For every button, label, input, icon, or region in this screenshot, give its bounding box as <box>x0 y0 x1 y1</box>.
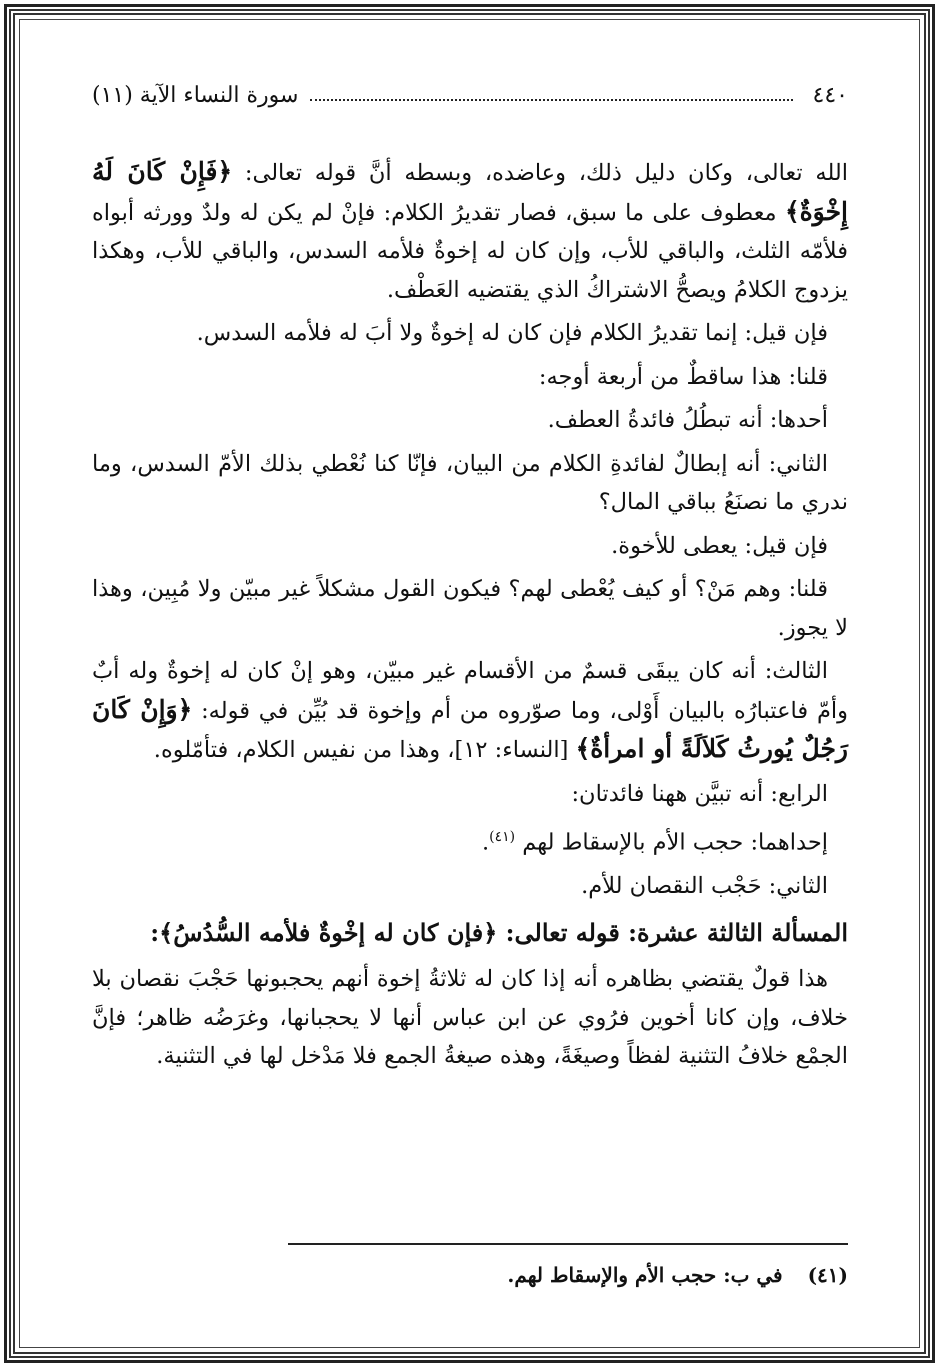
quran-quote-1: ﴿فَإِنْ كَانَ لَهُ إِخْوَةٌ﴾ <box>92 157 848 226</box>
paragraph-5: الثاني: أنه إبطالٌ لفائدةِ الكلام من البيان، فإنّا كنا نُعْطي بذلك الأمّ السدس، وما ندري ما نصنَعُ بباقي المال؟ <box>92 450 848 515</box>
footnote-reference: (٤١) <box>489 829 516 845</box>
paragraph-10 <box>92 818 848 862</box>
footnote <box>300 1263 848 1287</box>
page-content <box>92 75 848 1081</box>
paragraph-1 <box>92 153 848 309</box>
heading-suffix: : <box>150 917 160 947</box>
paragraph-4: أحدها: أنه تبطُلُ فائدةُ العطف. <box>547 407 828 433</box>
paragraph-1-text-b: معطوف على ما سبق، فصار تقديرُ الكلام: فإنْ لم يكن له ولدٌ وورثه أبواه فلأمّه الثلث، والباقي للأب، وإن كان له إخوةٌ فلأمه السدس، والباقي للأب، وهكذا يزدوج الكلامُ ويصحُّ الاشتراكُ الذي يقتضيه العَطْف. <box>92 199 848 303</box>
paragraph-10-end: . <box>481 829 490 856</box>
paragraph-8-text-b: [النساء: ١٢]، وهذا من نفيس الكلام، فتأمّلوه. <box>153 737 576 763</box>
page-number: ٤٤٠ <box>812 82 848 108</box>
heading-quote: ﴿فإن كان له إخْوةٌ فلأمه السُّدُسُ﴾ <box>159 917 498 947</box>
paragraph-12: هذا قولٌ يقتضي بظاهره أنه إذا كان له ثلاثةُ إخوة أنهم يحجبونها حَجْبَ نقصان بلا خلاف، وإن كانا أخوين فرُوي عن ابن عباس أنها لا يحجبانها، وغرَضُه ظاهر؛ فإنَّ الجمْع خلافُ التثنية لفظاً وصيغَةً، وهذه صيغةُ الجمع فلا مَدْخل لها في التثنية. <box>92 966 848 1069</box>
header-title: سورة النساء الآية (١١) <box>92 82 299 108</box>
paragraph-6: فإن قيل: يعطى للأخوة. <box>611 532 828 559</box>
footnote-text: في ب: حجب الأم والإسقاط لهم. <box>507 1263 783 1287</box>
paragraph-10-text: إحداهما: حجب الأم بالإسقاط لهم <box>522 829 828 856</box>
heading-prefix: المسألة الثالثة عشرة: قوله تعالى: <box>497 917 848 947</box>
paragraph-9: الرابع: أنه تبيَّن ههنا فائدتان: <box>571 780 828 807</box>
paragraph-11: الثاني: حَجْب النقصان للأم. <box>581 873 828 899</box>
paragraph-8-text-a: الثالث: أنه كان يبقَى قسمٌ من الأقسام غير مبيّن، وهو إنْ كان له إخوةٌ وله أبٌ وأمّ فاعتبارُه بالبيان أَوْلى، وما صوّروه من أم وإخوة قد بُيِّن في قوله: <box>92 658 848 724</box>
paragraph-2: فإن قيل: إنما تقديرُ الكلام فإن كان له إخوةٌ ولا أبَ له فلأمه السدس. <box>196 320 828 346</box>
footnote-number: (٤١) <box>807 1263 848 1287</box>
running-header <box>92 75 848 115</box>
paragraph-7: قلنا: وهم مَنْ؟ أو كيف يُعْطى لهم؟ فيكون القول مشكلاً غير مبيّن ولا مُبِين، وهذا لا يجوز. <box>92 576 848 641</box>
footnote-separator <box>288 1243 848 1245</box>
paragraph-1-text-a: الله تعالى، وكان دليل ذلك، وعاضده، وبسطه أنَّ قوله تعالى: <box>232 160 848 186</box>
header-dot-leader <box>310 89 792 101</box>
text-body <box>92 153 848 1076</box>
paragraph-8 <box>92 652 848 770</box>
paragraph-3: قلنا: هذا ساقطٌ من أربعة أوجه: <box>538 363 828 390</box>
section-heading <box>92 914 848 953</box>
quran-quote-2: ﴿وَإِنْ كَانَ رَجُلٌ يُورثُ كَلاَلَةً أو امرأةٌ﴾ <box>92 694 848 763</box>
